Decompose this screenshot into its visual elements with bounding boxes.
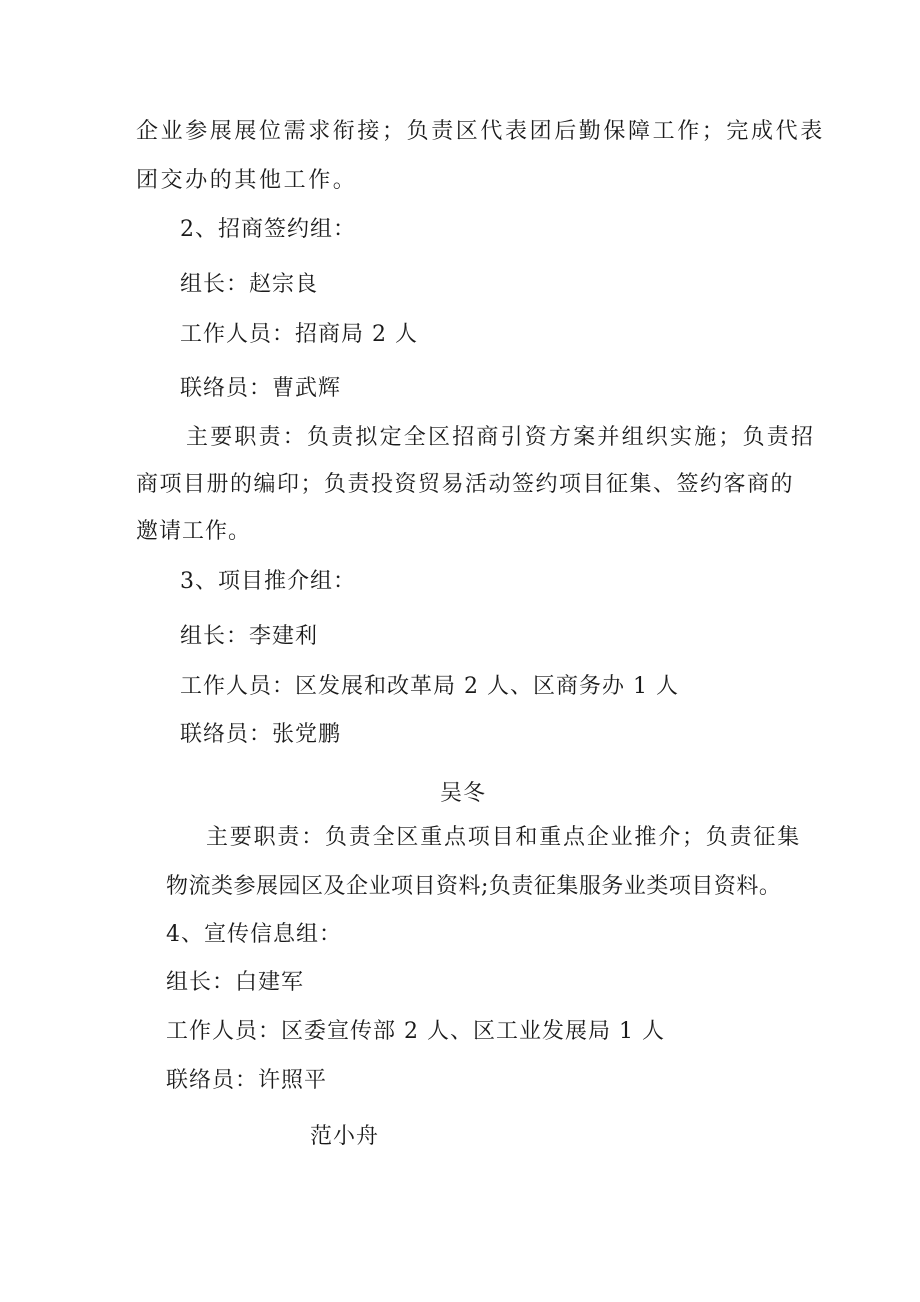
liaison-line: 吴冬 xyxy=(440,781,487,806)
body-text-line: 主要职责：负责拟定全区招商引资方案并组织实施；负责招 xyxy=(186,425,816,450)
group-leader: 组长：李建利 xyxy=(180,624,319,649)
body-text-line: 物流类参展园区及企业项目资料;负责征集服务业类项目资料。 xyxy=(166,874,782,899)
staff-line: 工作人员：招商局 2 人 xyxy=(180,322,418,347)
liaison-line: 联络员：张党鹏 xyxy=(180,722,342,747)
liaison-line: 联络员：曹武辉 xyxy=(180,376,342,401)
body-text-line: 企业参展展位需求衔接；负责区代表团后勤保障工作；完成代表 xyxy=(136,119,825,144)
body-text-line: 主要职责：负责全区重点项目和重点企业推介；负责征集 xyxy=(206,825,802,850)
section-heading: 4、宣传信息组： xyxy=(166,922,342,947)
liaison-line: 联络员：许照平 xyxy=(166,1068,328,1093)
staff-line: 工作人员：区委宣传部 2 人、区工业发展局 1 人 xyxy=(166,1019,665,1044)
body-text-line: 团交办的其他工作。 xyxy=(136,168,358,193)
staff-line: 工作人员：区发展和改革局 2 人、区商务办 1 人 xyxy=(180,674,679,699)
group-leader: 组长：赵宗良 xyxy=(180,272,319,297)
body-text-line: 邀请工作。 xyxy=(136,519,252,544)
body-text-line: 商项目册的编印；负责投资贸易活动签约项目征集、签约客商的 xyxy=(136,472,795,497)
section-heading: 3、项目推介组： xyxy=(180,569,356,594)
section-heading: 2、招商签约组： xyxy=(180,217,356,242)
group-leader: 组长：白建军 xyxy=(166,970,305,995)
liaison-line: 范小舟 xyxy=(310,1124,380,1149)
